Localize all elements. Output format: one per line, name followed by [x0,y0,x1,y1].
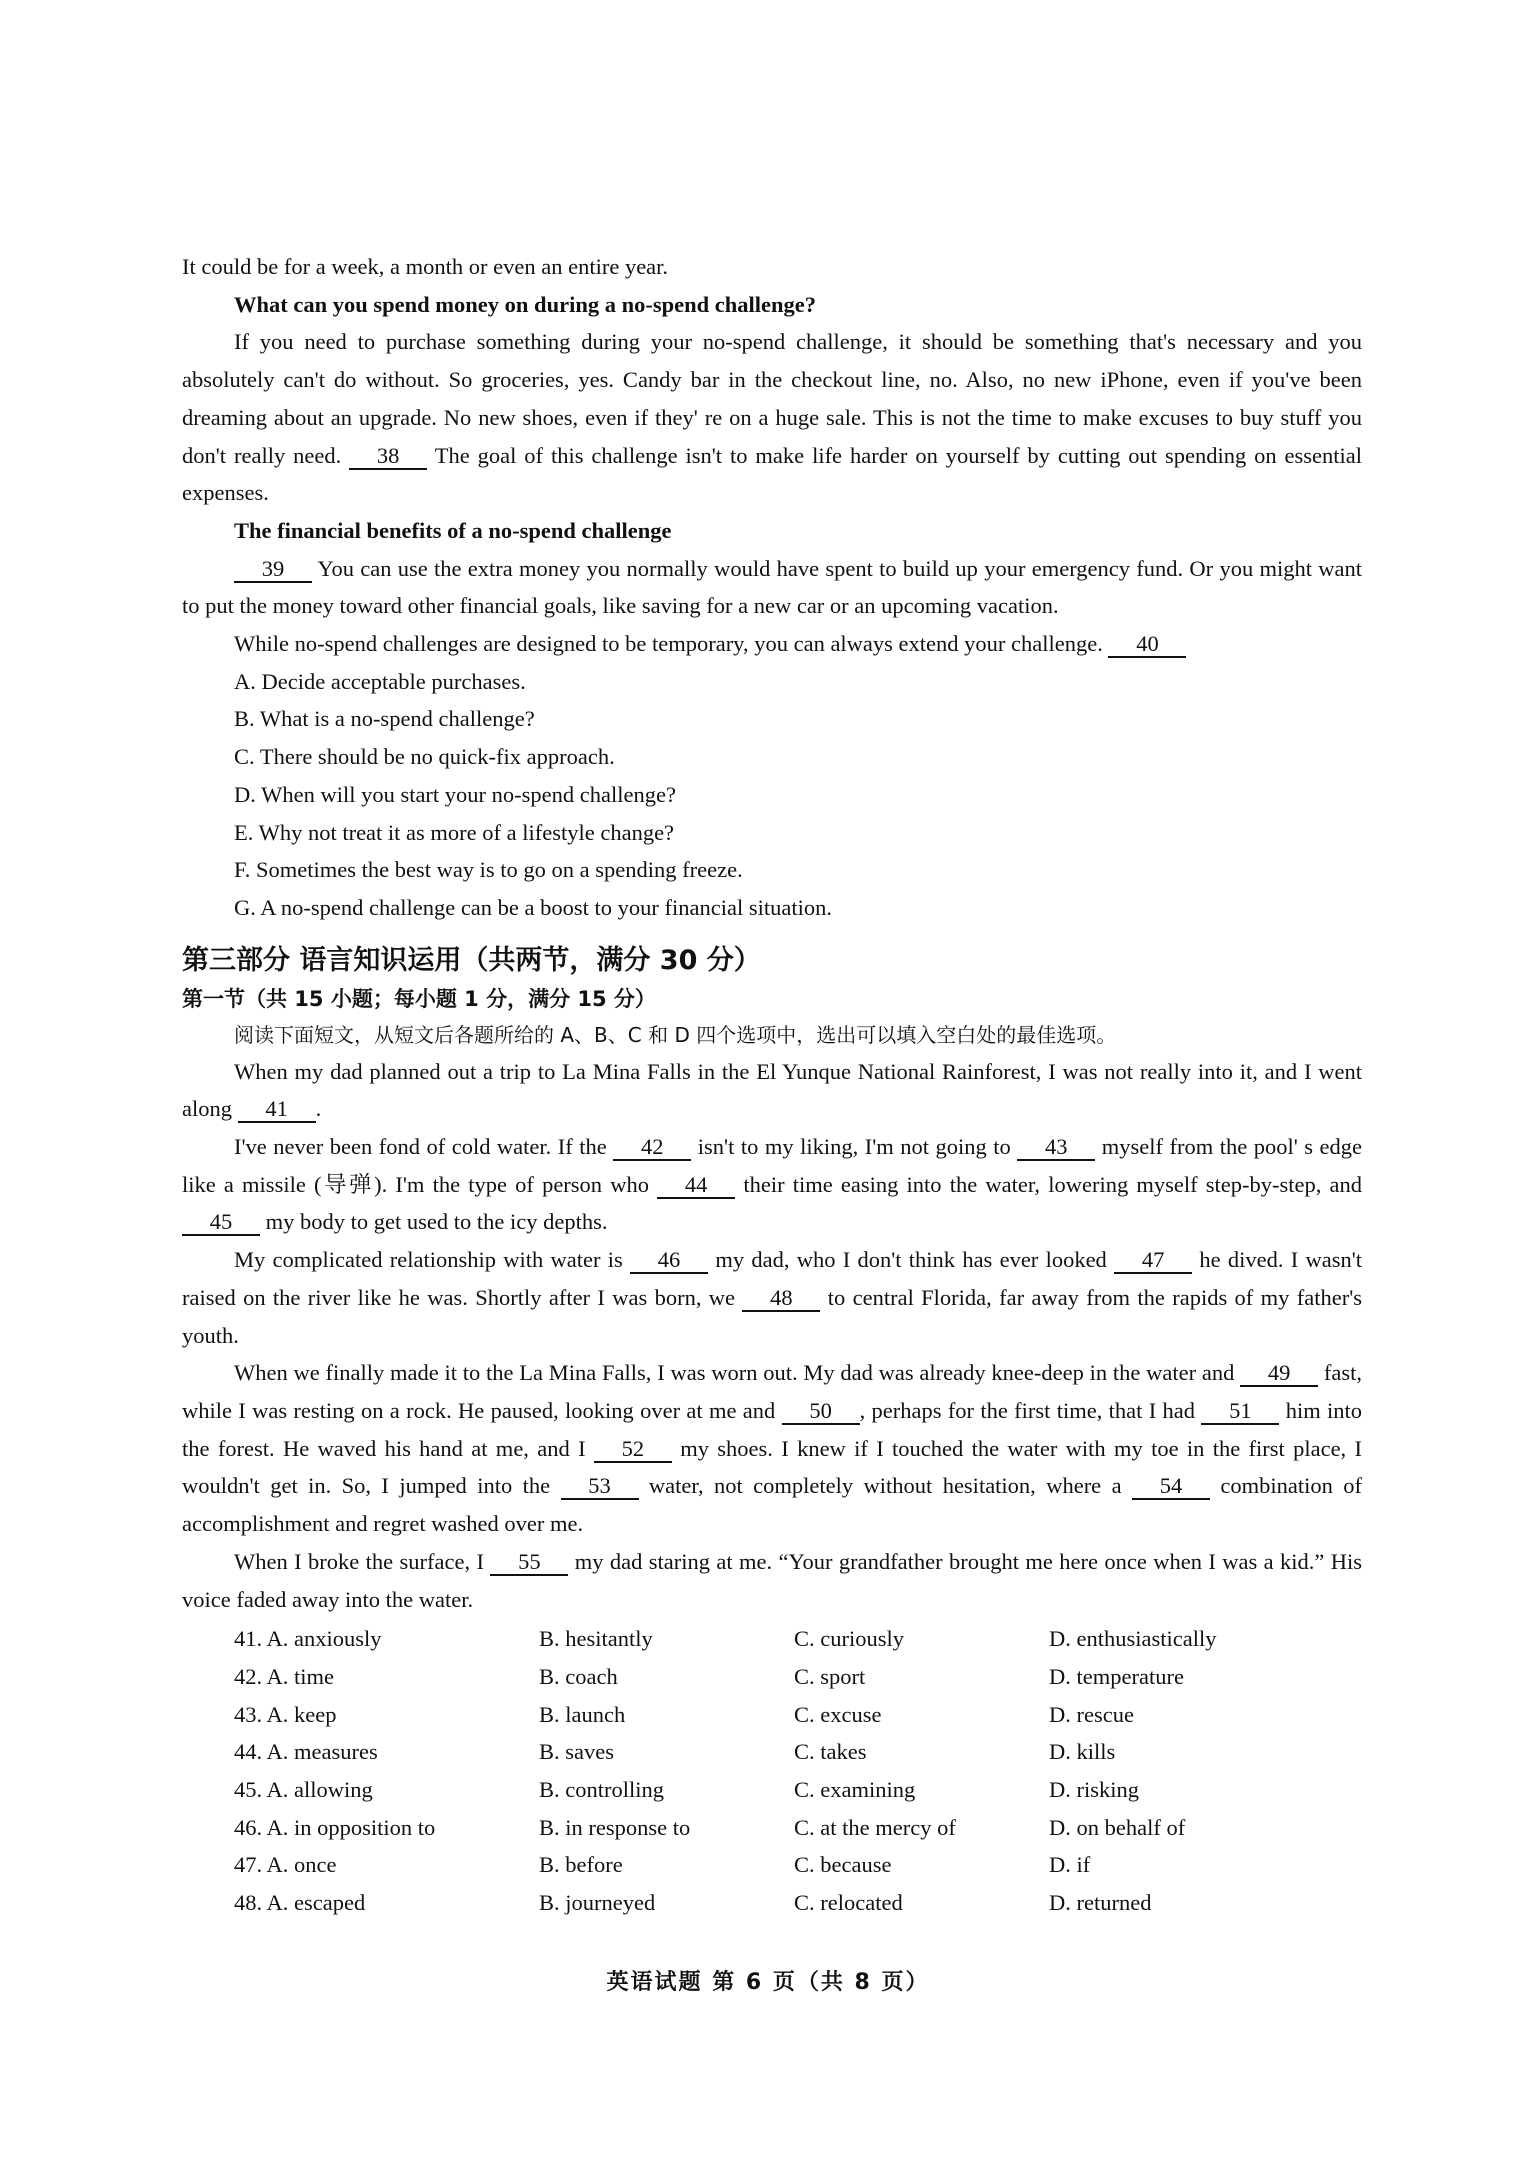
paragraph: While no-spend challenges are designed to be temporary, you can always extend your challenge. 40 [182,625,1362,663]
choice-c: C. curiously [794,1626,904,1652]
blank-50: 50 [782,1399,860,1425]
option-item: F. Sometimes the best way is to go on a spending freeze. [234,857,743,883]
option-item: A. Decide acceptable purchases. [234,668,526,694]
blank-51: 51 [1201,1399,1279,1425]
choice-d: D. risking [1049,1776,1139,1802]
option-item: E. Why not treat it as more of a lifestyle change? [234,819,675,845]
choice-row [182,1884,1362,1922]
blank-52: 52 [594,1437,672,1463]
choice-b: B. controlling [539,1776,664,1802]
blank-47: 47 [1114,1248,1192,1274]
option-item: G. A no-spend challenge can be a boost to your financial situation. [234,894,832,920]
choice-row [182,1620,1362,1658]
choice-row [182,1696,1362,1734]
blank-39: 39 [234,557,312,583]
choice-c: C. because [794,1852,892,1878]
blank-48: 48 [742,1286,820,1312]
answer-choices [182,1620,1362,1922]
paragraph: My complicated relationship with water is 46 my dad, who I don't think has ever looked 47 he dived. I wasn't raised on the river like he was. Shortly after I was born, we 48 to central Florida, far away from the rapids of my father's youth. [182,1247,1363,1348]
blank-42: 42 [613,1135,691,1161]
option-item: C. There should be no quick-fix approach. [234,744,615,770]
option-item: D. When will you start your no-spend challenge? [234,781,676,807]
blank-55: 55 [490,1550,568,1576]
part-title: 第三部分 语言知识运用（共两节，满分 30 分） [182,944,761,976]
blank-40: 40 [1108,632,1186,658]
choice-row [182,1846,1362,1884]
choice-row [182,1809,1362,1847]
choice-b: B. before [539,1852,623,1878]
choice-a: 48. A. escaped [234,1890,366,1916]
paragraph: If you need to purchase something during your no-spend challenge, it should be something that's necessary and you absolutely can't do without. So groceries, yes. Candy bar in the checkout line, no. Also, no new iPhone, even if you've been dreaming about an upgrade. No new shoes, even if they' re on a huge sale. This is not the time to make excuses to buy stuff you don't really need. 38 The goal of this challenge isn't to make life harder on yourself by cutting out spending on essential expenses. [182,329,1363,506]
paragraph: When I broke the surface, I 55 my dad staring at me. “Your grandfather brought me here once when I was a kid.” His voice faded away into the water. [182,1548,1362,1612]
choice-a: 46. A. in opposition to [234,1814,436,1840]
choice-b: B. hesitantly [539,1626,653,1652]
choice-c: C. sport [794,1663,866,1689]
choice-d: D. temperature [1049,1663,1184,1689]
choice-row [182,1771,1362,1809]
choice-c: C. at the mercy of [794,1814,956,1840]
page-content [182,248,1362,1922]
option-list [182,663,1362,927]
choice-b: B. in response to [539,1814,691,1840]
paragraph: It could be for a week, a month or even an entire year. [182,254,669,279]
choice-d: D. returned [1049,1890,1152,1916]
blank-45: 45 [182,1210,260,1236]
blank-44: 44 [657,1173,735,1199]
choice-b: B. journeyed [539,1890,656,1916]
choice-c: C. takes [794,1739,867,1765]
choice-c: C. excuse [794,1701,882,1727]
choice-b: B. saves [539,1739,614,1765]
blank-43: 43 [1017,1135,1095,1161]
choice-d: D. on behalf of [1049,1814,1186,1840]
option-item: B. What is a no-spend challenge? [234,706,535,732]
choice-d: D. rescue [1049,1701,1134,1727]
choice-a: 42. A. time [234,1663,334,1689]
blank-53: 53 [561,1474,639,1500]
blank-49: 49 [1240,1361,1318,1387]
choice-b: B. launch [539,1701,626,1727]
section-title: 第一节（共 15 小题；每小题 1 分，满分 15 分） [182,986,656,1011]
paragraph: When my dad planned out a trip to La Mina Falls in the El Yunque National Rainforest, I was not really into it, and I went along 41 . [182,1058,1362,1122]
choice-row [182,1658,1362,1696]
choice-a: 41. A. anxiously [234,1626,382,1652]
blank-38: 38 [349,444,427,470]
paragraph: I've never been fond of cold water. If the 42 isn't to my liking, I'm not going to 43 myself from the pool' s edge like a missile (导弹). I'm the type of person who 44 their time easing into the water, lowering myself step-by-step, and 45 my body to get used to the icy depths. [182,1134,1363,1235]
paragraph: 39 You can use the extra money you normally would have spent to build up your emergency fund. Or you might want to put the money toward other financial goals, like saving for a new car or an upcoming vacation. [182,555,1363,619]
choice-d: D. kills [1049,1739,1116,1765]
page-footer: 英语试题 第 6 页（共 8 页） [606,1970,930,1995]
choice-b: B. coach [539,1663,618,1689]
choice-row [182,1733,1362,1771]
choice-a: 43. A. keep [234,1701,337,1727]
choice-c: C. examining [794,1776,916,1802]
choice-d: D. enthusiastically [1049,1626,1217,1652]
choice-c: C. relocated [794,1890,903,1916]
subheading: What can you spend money on during a no-spend challenge? [234,291,816,317]
blank-54: 54 [1132,1474,1210,1500]
choice-a: 47. A. once [234,1852,337,1878]
blank-46: 46 [630,1248,708,1274]
instruction: 阅读下面短文，从短文后各题所给的 A、B、C 和 D 四个选项中，选出可以填入空白处的最佳选项。 [234,1022,1117,1047]
blank-41: 41 [238,1097,316,1123]
choice-a: 45. A. allowing [234,1776,373,1802]
paragraph: When we finally made it to the La Mina Falls, I was worn out. My dad was already knee-deep in the water and 49 fast, while I was resting on a rock. He paused, looking over at me and 50 , perhaps for the first time, that I had 51 him into the forest. He waved his hand at me, and I 52 my shoes. I knew if I touched the water with my toe in the first place, I wouldn't get in. So, I jumped into the 53 water, not completely without hesitation, where a 54 combination of accomplishment and regret washed over me. [182,1360,1363,1537]
choice-d: D. if [1049,1852,1091,1878]
subheading: The financial benefits of a no-spend challenge [234,517,672,543]
choice-a: 44. A. measures [234,1739,378,1765]
